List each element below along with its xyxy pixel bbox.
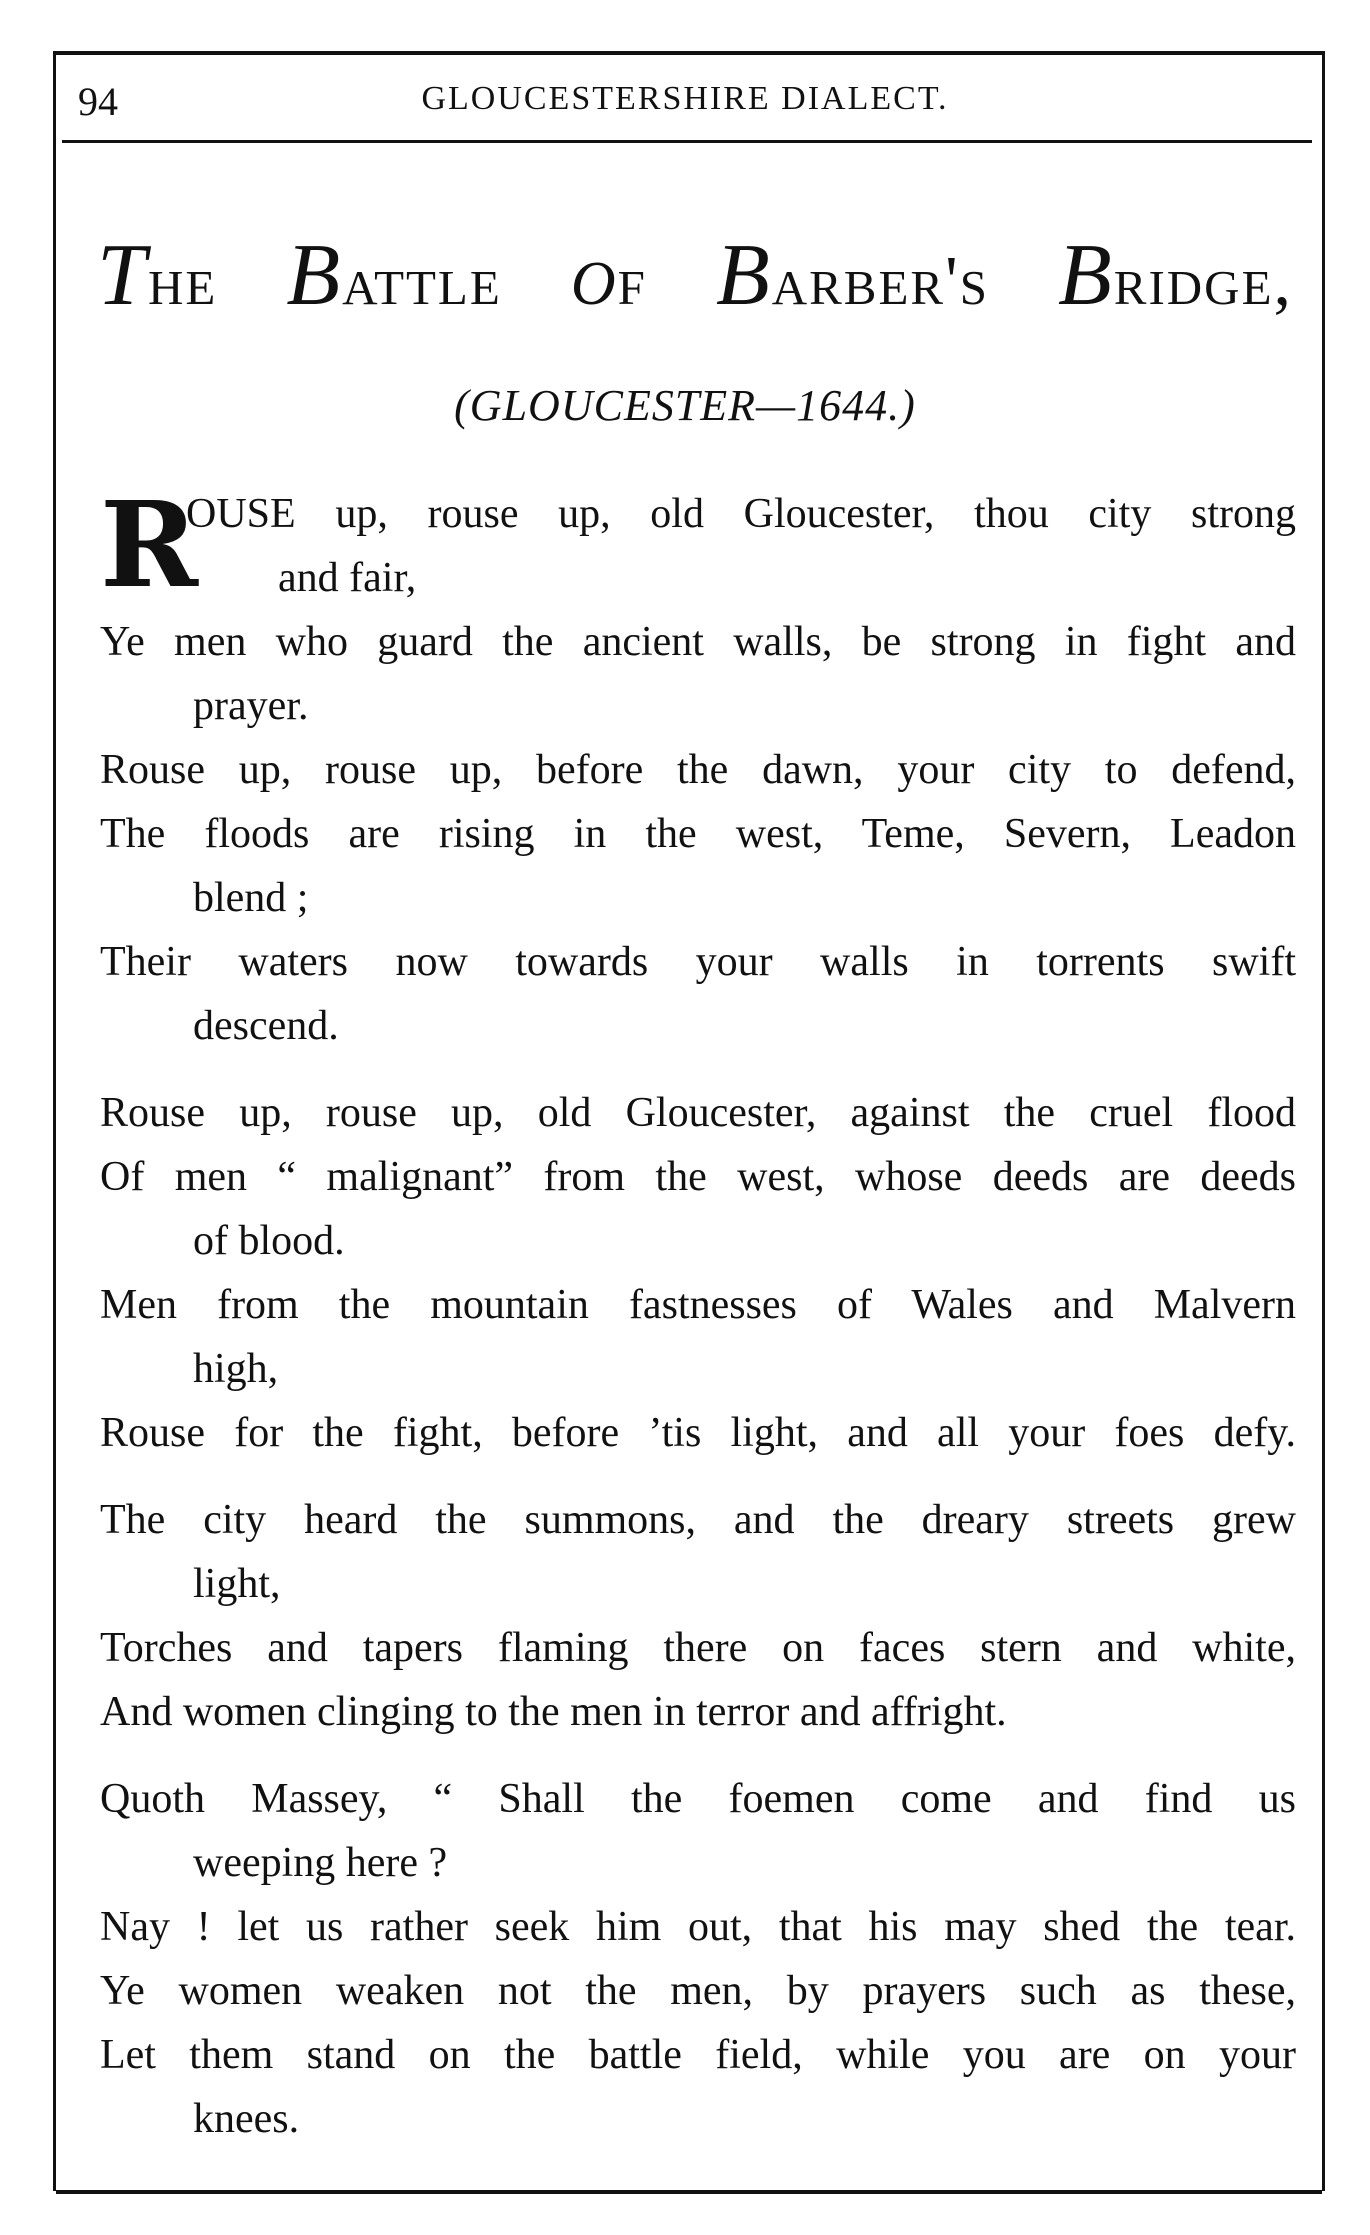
stanza [100,1767,1296,2151]
bottom-border-rule [56,2190,1322,2194]
poem-title [97,227,1294,324]
poem-subtitle: (GLOUCESTER—1644.) [454,381,916,430]
stanza [100,475,1296,1058]
poem-line: and fair, [278,555,417,601]
title-word: Bridge, [1058,227,1294,324]
poem-line: blend ; [193,875,309,921]
poem-line: knees. [193,2096,300,2142]
poem-line: Of men “ malignant” from the west, whose deeds are deeds [100,1154,1296,1200]
poem-line: prayer. [193,683,309,729]
stanza [100,1488,1296,1744]
poem-line: The city heard the summons, and the dreary streets grew [100,1497,1296,1543]
poem-line: Ye women weaken not the men, by prayers such as these, [100,1968,1296,2014]
stanza [100,1081,1296,1465]
poem-line: light, [193,1561,281,1607]
page-number: 94 [78,79,118,124]
poem-line: Torches and tapers flaming there on faces stern and white, [100,1625,1296,1671]
title-word: Barber's [715,227,989,324]
poem-line: Ye men who guard the ancient walls, be strong in fight and [100,619,1296,665]
poem-line: Rouse up, rouse up, old Gloucester, against the cruel flood [100,1090,1296,1136]
poem-line: The floods are rising in the west, Teme, Severn, Leadon [100,811,1296,857]
poem-line: And women clinging to the men in terror and affright. [100,1689,1007,1735]
poem-line: Let them stand on the battle field, while you are on your [100,2032,1296,2078]
poem-line: high, [193,1346,279,1392]
title-word: Battle [286,227,502,324]
header-rule [62,140,1312,143]
title-word: The [97,227,218,324]
poem-body [100,475,1296,2174]
poem-line: Their waters now towards your walls in torrents swift [100,939,1296,985]
poem-line: Rouse up, rouse up, before the dawn, your city to defend, [100,747,1296,793]
poem-line: OUSE up, rouse up, old Gloucester, thou city strong [186,491,1296,537]
poem-line: descend. [193,1003,339,1049]
drop-cap: R [100,475,199,614]
running-title: GLOUCESTERSHIRE DIALECT. [421,80,949,117]
title-word: of [570,227,647,324]
poem-line: Nay ! let us rather seek him out, that his may shed the tear. [100,1904,1296,1950]
poem-line: of blood. [193,1218,345,1264]
poem-line: Rouse for the fight, before ’tis light, and all your foes defy. [100,1410,1296,1456]
poem-line: Men from the mountain fastnesses of Wales and Malvern [100,1282,1296,1328]
poem-line: Quoth Massey, “ Shall the foemen come and find us [100,1776,1296,1822]
poem-line: weeping here ? [193,1840,448,1886]
